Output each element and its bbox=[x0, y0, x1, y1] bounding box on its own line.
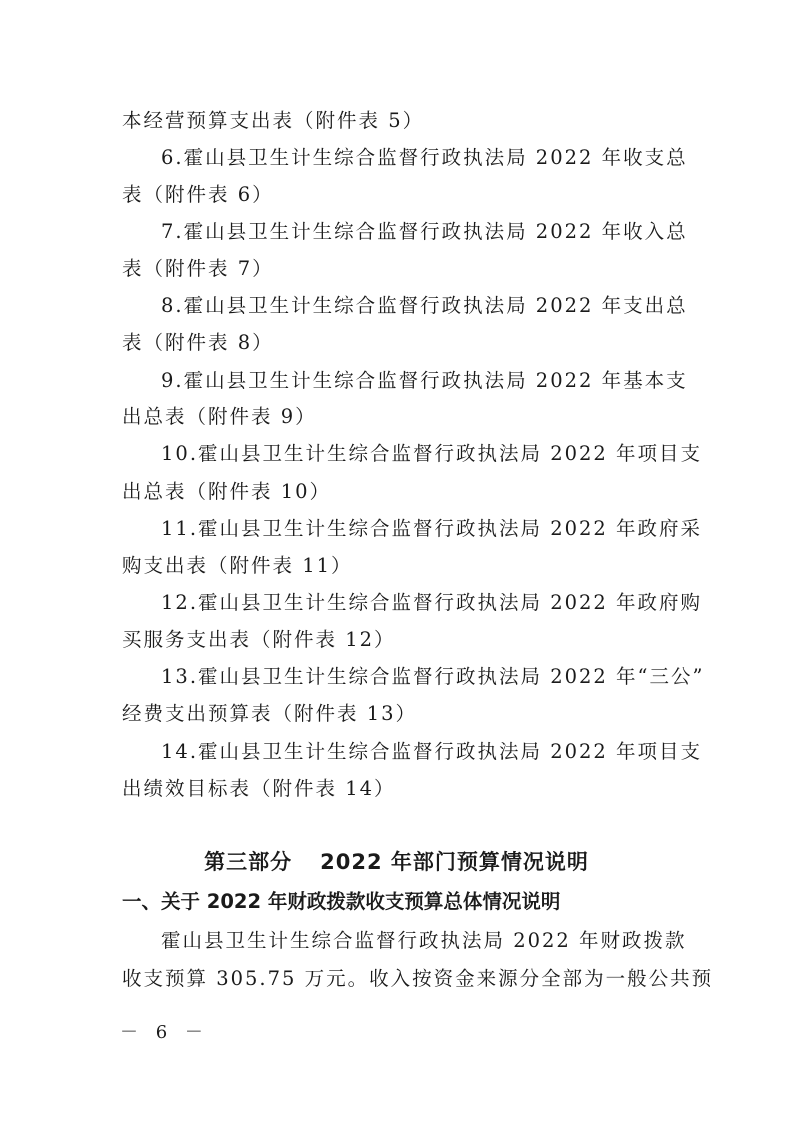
body-paragraph-line: 霍山县卫生计生综合监督行政执法局 2022 年财政拨款 bbox=[161, 929, 687, 952]
list-item: 出总表（附件表 9） bbox=[122, 405, 317, 428]
list-item: 本经营预算支出表（附件表 5） bbox=[122, 109, 425, 132]
page-number: － 6 － bbox=[120, 1022, 209, 1043]
list-item: 11.霍山县卫生计生综合监督行政执法局 2022 年政府采 bbox=[161, 517, 703, 540]
subheading: 一、关于 2022 年财政拨款收支预算总体情况说明 bbox=[122, 890, 561, 913]
list-item: 8.霍山县卫生计生综合监督行政执法局 2022 年支出总 bbox=[161, 294, 688, 317]
list-item: 14.霍山县卫生计生综合监督行政执法局 2022 年项目支 bbox=[161, 740, 703, 763]
section-heading bbox=[0, 848, 793, 876]
list-item: 13.霍山县卫生计生综合监督行政执法局 2022 年“三公” bbox=[161, 665, 705, 688]
list-item: 7.霍山县卫生计生综合监督行政执法局 2022 年收入总 bbox=[161, 220, 688, 243]
list-item: 购支出表（附件表 11） bbox=[122, 554, 353, 577]
part-label: 第三部分 bbox=[204, 850, 293, 874]
list-item: 12.霍山县卫生计生综合监督行政执法局 2022 年政府购 bbox=[161, 591, 703, 614]
list-item: 出总表（附件表 10） bbox=[122, 480, 332, 503]
body-paragraph-line: 收支预算 305.75 万元。收入按资金来源分全部为一般公共预 bbox=[122, 967, 714, 990]
list-item: 表（附件表 6） bbox=[122, 183, 274, 206]
list-item: 6.霍山县卫生计生综合监督行政执法局 2022 年收支总 bbox=[161, 146, 688, 169]
list-item: 表（附件表 7） bbox=[122, 257, 274, 280]
list-item: 10.霍山县卫生计生综合监督行政执法局 2022 年项目支 bbox=[161, 442, 703, 465]
list-item: 9.霍山县卫生计生综合监督行政执法局 2022 年基本支 bbox=[161, 369, 688, 392]
list-item: 经费支出预算表（附件表 13） bbox=[122, 702, 418, 725]
part-title: 2022 年部门预算情况说明 bbox=[320, 850, 589, 874]
list-item: 买服务支出表（附件表 12） bbox=[122, 628, 396, 651]
list-item: 表（附件表 8） bbox=[122, 331, 274, 354]
list-item: 出绩效目标表（附件表 14） bbox=[122, 777, 396, 800]
